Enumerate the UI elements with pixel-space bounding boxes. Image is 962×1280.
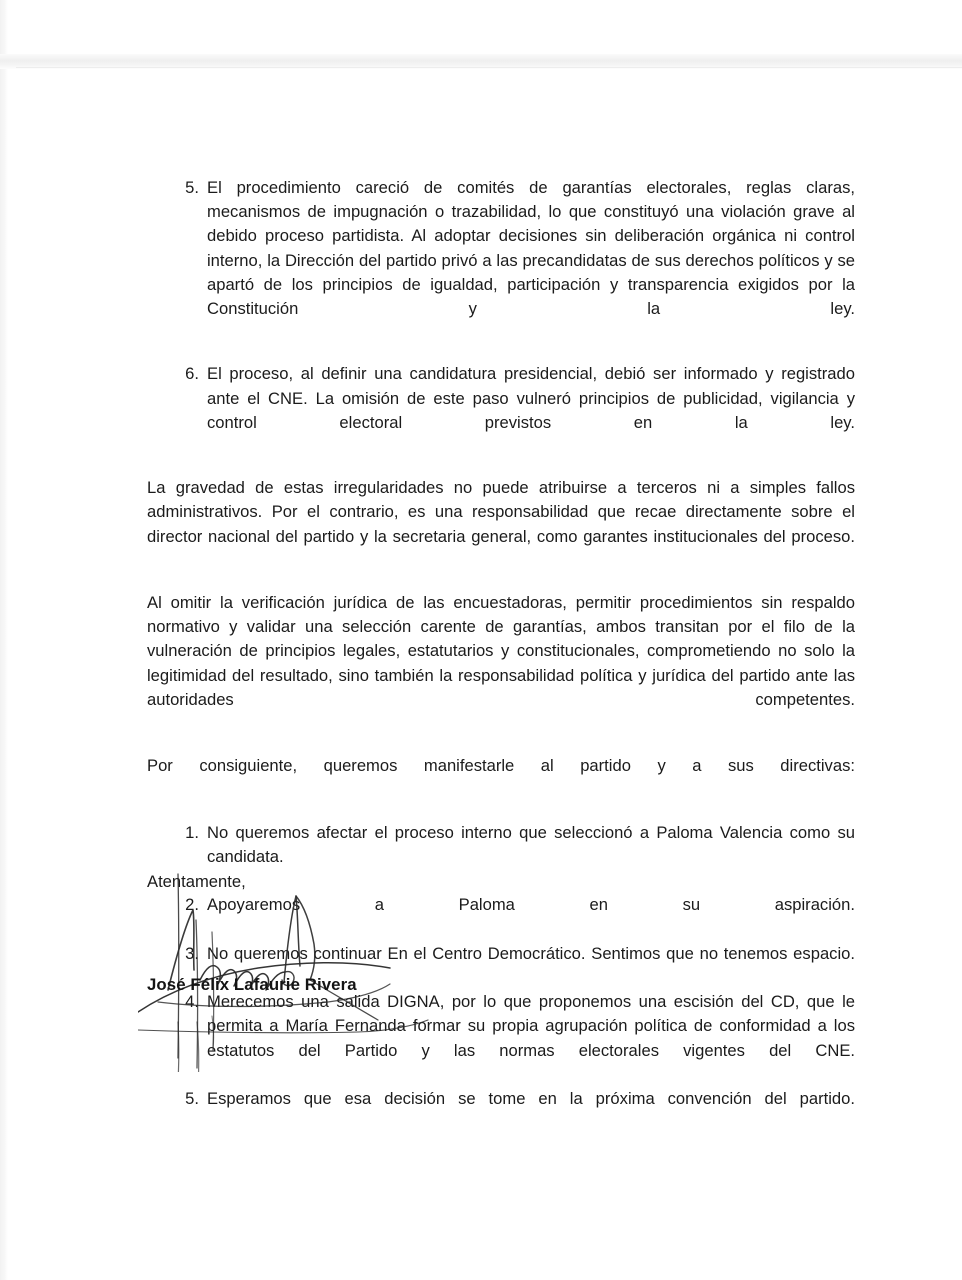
list-item-number: 3. <box>185 943 199 963</box>
list-item-text: No queremos continuar En el Centro Democrático. Sentimos que no tenemos espacio. <box>207 943 855 963</box>
closing-block <box>147 870 855 894</box>
list-item-text: Merecemos una salida DIGNA, por lo que proponemos una escisión del CD, que le permita a María Fernanda formar su propia agrupación política de conformidad a los estatutos del Partido y las normas electorales vigentes del CNE. <box>207 992 855 1060</box>
list-item <box>147 1087 855 1135</box>
signer-name: José Félix Lafaurie Rivera <box>147 975 357 994</box>
paragraph-omitir: Al omitir la verificación jurídica de las encuestadoras, permitir procedimientos sin respaldo normativo y validar una selección carente de garantías, ambos transitan por el filo de la vulneración de principios legales, estatutarios y constitucionales, comprometiendo no solo la legitimidad del resultado, sino también la responsabilidad política y jurídica del partido ante las autoridades competentes. <box>147 593 855 709</box>
list-item-text: Apoyaremos a Paloma en su aspiración. <box>207 895 855 915</box>
numbered-list-top <box>147 176 855 459</box>
list-item <box>147 362 855 459</box>
paragraph-gravedad: La gravedad de estas irregularidades no puede atribuirse a terceros ni a simples fallos administrativos. Por el contrario, es una responsabilidad que recae directamente sobre el director nacional del partido y la secretaria general, como garantes institucionales del proceso. <box>147 478 855 546</box>
list-item-number: 2. <box>185 895 199 915</box>
paragraph-consiguiente: Por consiguiente, queremos manifestarle al partido y a sus directivas: <box>147 756 855 776</box>
list-item-number: 6. <box>185 364 199 384</box>
list-item-number: 5. <box>185 1088 199 1108</box>
list-item <box>147 176 855 345</box>
scan-top-hairline <box>16 67 962 68</box>
list-item-number: 5. <box>185 178 199 197</box>
list-item-text: Esperamos que esa decisión se tome en la próxima convención del partido. <box>207 1088 855 1108</box>
list-item <box>147 893 855 941</box>
list-item-text: El procedimiento careció de comités de garantías electorales, reglas claras, mecanismos de impugnación o trazabilidad, lo que constituyó una violación grave al debido proceso partidista. Al adoptar decisiones sin deliberación orgánica ni control interno, la Dirección del partido privó a las precandidatas de sus derechos políticos y se apartó de los principios de igualdad, participación y transparencia exigidos por la Constitución y la ley. <box>207 178 855 319</box>
list-item-text: El proceso, al definir una candidatura presidencial, debió ser informado y registrado ante el CNE. La omisión de este paso vulneró principios de publicidad, vigilancia y control electoral previstos en la ley. <box>207 364 855 432</box>
scan-left-edge <box>0 0 8 1280</box>
document-body <box>147 176 855 1151</box>
list-item <box>147 990 855 1087</box>
list-item-text: No queremos afectar el proceso interno que seleccionó a Paloma Valencia como su candidata. <box>207 822 855 866</box>
list-item-number: 1. <box>185 822 199 842</box>
closing-salutation: Atentamente, <box>147 872 246 891</box>
list-item-number: 4. <box>185 992 199 1012</box>
